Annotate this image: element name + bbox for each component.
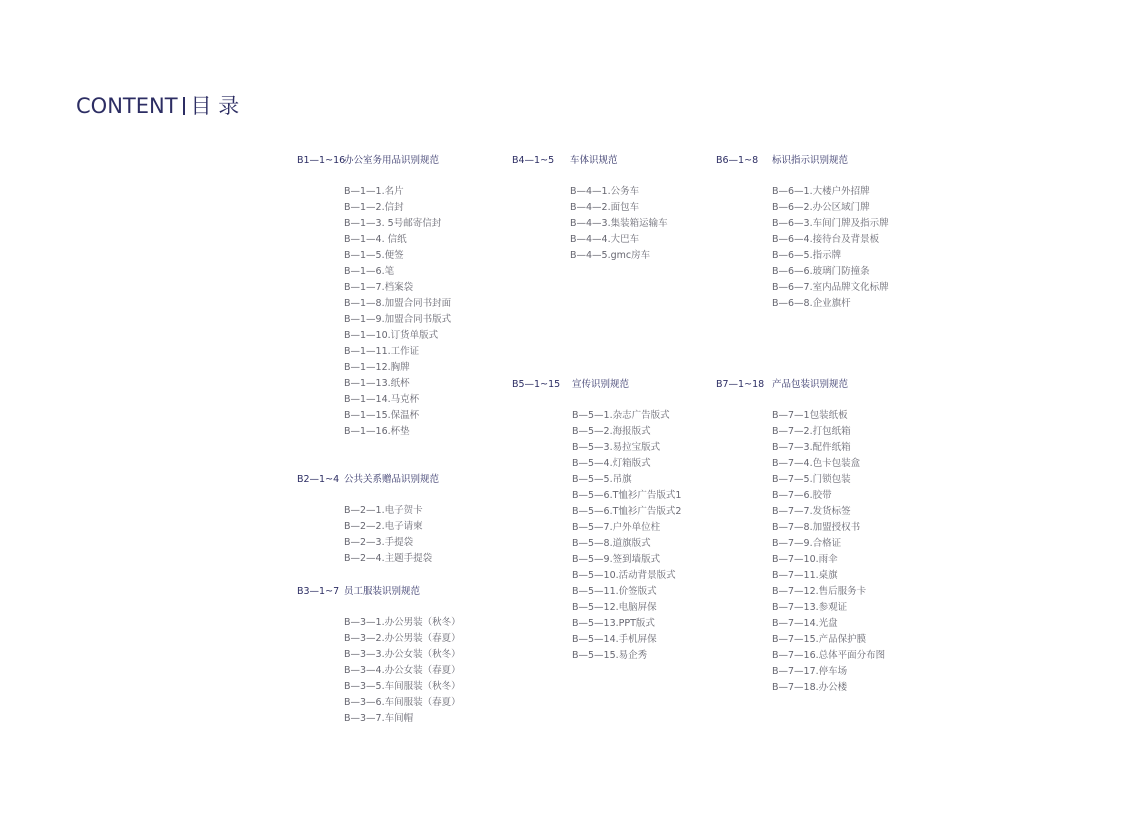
list-item: B—1—6.笔 [344, 266, 395, 277]
list-item: B—1—1.名片 [344, 186, 404, 197]
list-item: B—5—6.T恤衫广告版式2 [572, 506, 682, 517]
section-code: B2—1~4 [297, 474, 340, 485]
list-item: B—3—3.办公女装（秋冬） [344, 649, 461, 660]
list-item: B—1—14.马克杯 [344, 394, 420, 405]
list-item: B—2—1.电子贺卡 [344, 505, 423, 516]
list-item: B—5—2.海报版式 [572, 426, 651, 437]
list-item: B—4—3.集装箱运输车 [570, 218, 668, 229]
list-item: B—2—2.电子请柬 [344, 521, 423, 532]
section-code: B6—1~8 [716, 155, 759, 166]
list-item: B—3—4.办公女装（春夏） [344, 665, 461, 676]
list-item: B—5—8.道旗版式 [572, 538, 651, 549]
list-item: B—1—13.纸杯 [344, 378, 410, 389]
section-title: 产品包装识别规范 [772, 379, 849, 390]
list-item: B—6—5.指示牌 [772, 250, 842, 261]
list-item: B—7—11.桌旗 [772, 570, 838, 581]
list-item: B—3—6.车间服装（春夏） [344, 697, 461, 708]
section-title: 车体识规范 [570, 155, 618, 166]
list-item: B—4—5.gmc房车 [570, 250, 651, 261]
list-item: B—3—1.办公男装（秋冬） [344, 617, 461, 628]
list-item: B—5—12.电脑屏保 [572, 602, 657, 613]
list-item: B—7—4.色卡包装盒 [772, 458, 861, 469]
list-item: B—5—3.易拉宝版式 [572, 442, 661, 453]
list-item: B—5—13.PPT版式 [572, 618, 655, 629]
list-item: B—4—2.面包车 [570, 202, 640, 213]
list-item: B—6—4.接待台及背景板 [772, 234, 880, 245]
section-code: B1—1~16 [297, 155, 346, 166]
list-item: B—1—16.杯垫 [344, 426, 410, 437]
list-item: B—5—7.户外单位柱 [572, 522, 661, 533]
section-title: 宣传识别规范 [572, 379, 630, 390]
title-divider [183, 97, 185, 115]
list-item: B—6—2.办公区域门牌 [772, 202, 870, 213]
list-item: B—5—14.手机屏保 [572, 634, 657, 645]
section-item-list [772, 410, 885, 698]
list-item: B—5—15.易企秀 [572, 650, 648, 661]
list-item: B—3—2.办公男装（春夏） [344, 633, 461, 644]
list-item: B—5—11.价签版式 [572, 586, 657, 597]
section-item-list [772, 186, 889, 314]
list-item: B—6—6.玻璃门防撞条 [772, 266, 870, 277]
list-item: B—4—1.公务车 [570, 186, 640, 197]
list-item: B—7—18.办公楼 [772, 682, 848, 693]
list-item: B—2—3.手提袋 [344, 537, 414, 548]
list-item: B—1—3. 5号邮寄信封 [344, 218, 442, 229]
list-item: B—6—8.企业旗杆 [772, 298, 851, 309]
list-item: B—6—7.室内品牌文化标牌 [772, 282, 889, 293]
list-item: B—5—4.灯箱版式 [572, 458, 651, 469]
list-item: B—7—2.打包纸箱 [772, 426, 851, 437]
page-title-cn: 目 录 [190, 94, 240, 118]
list-item: B—1—9.加盟合同书版式 [344, 314, 452, 325]
list-item: B—7—9.合格证 [772, 538, 842, 549]
list-item: B—7—1包装纸板 [772, 410, 848, 421]
list-item: B—5—10.活动背景版式 [572, 570, 676, 581]
list-item: B—5—6.T恤衫广告版式1 [572, 490, 682, 501]
list-item: B—7—14.光盘 [772, 618, 838, 629]
list-item: B—7—12.售后服务卡 [772, 586, 867, 597]
list-item: B—1—4. 信纸 [344, 234, 407, 245]
list-item: B—1—15.保温杯 [344, 410, 420, 421]
section-code: B3—1~7 [297, 586, 340, 597]
section-title: 办公室务用品识别规范 [344, 155, 440, 166]
list-item: B—1—7.档案袋 [344, 282, 414, 293]
list-item: B—7—10.雨伞 [772, 554, 838, 565]
list-item: B—7—16.总体平面分布图 [772, 650, 886, 661]
section-item-list [344, 186, 451, 442]
list-item: B—7—3.配件纸箱 [772, 442, 851, 453]
list-item: B—7—8.加盟授权书 [772, 522, 861, 533]
list-item: B—6—1.大楼户外招牌 [772, 186, 870, 197]
list-item: B—7—6.胶带 [772, 490, 832, 501]
section-code: B4—1~5 [512, 155, 555, 166]
list-item: B—3—5.车间服装（秋冬） [344, 681, 461, 692]
page-title-en: CONTENT [76, 94, 178, 118]
list-item: B—1—11.工作证 [344, 346, 420, 357]
page-title [76, 90, 239, 120]
list-item: B—7—7.发货标签 [772, 506, 851, 517]
list-item: B—5—5.吊旗 [572, 474, 632, 485]
list-item: B—1—2.信封 [344, 202, 404, 213]
list-item: B—1—12.胸牌 [344, 362, 410, 373]
list-item: B—5—1.杂志广告版式 [572, 410, 670, 421]
section-title: 标识指示识别规范 [772, 155, 849, 166]
section-item-list [344, 505, 432, 569]
section-item-list [572, 410, 681, 666]
list-item: B—7—5.门锁包装 [772, 474, 851, 485]
section-title: 员工服装识别规范 [344, 586, 421, 597]
list-item: B—4—4.大巴车 [570, 234, 640, 245]
list-item: B—7—13.参观证 [772, 602, 848, 613]
list-item: B—5—9.签到墙版式 [572, 554, 661, 565]
list-item: B—1—8.加盟合同书封面 [344, 298, 452, 309]
list-item: B—2—4.主题手提袋 [344, 553, 433, 564]
list-item: B—7—15.产品保护膜 [772, 634, 867, 645]
list-item: B—1—10.订货单版式 [344, 330, 439, 341]
section-item-list [344, 617, 461, 729]
list-item: B—1—5.便签 [344, 250, 404, 261]
list-item: B—7—17.停车场 [772, 666, 848, 677]
section-code: B7—1~18 [716, 379, 765, 390]
list-item: B—3—7.车间帽 [344, 713, 414, 724]
section-title: 公共关系赠品识别规范 [344, 474, 440, 485]
section-code: B5—1~15 [512, 379, 561, 390]
list-item: B—6—3.车间门牌及指示牌 [772, 218, 889, 229]
section-item-list [570, 186, 668, 266]
